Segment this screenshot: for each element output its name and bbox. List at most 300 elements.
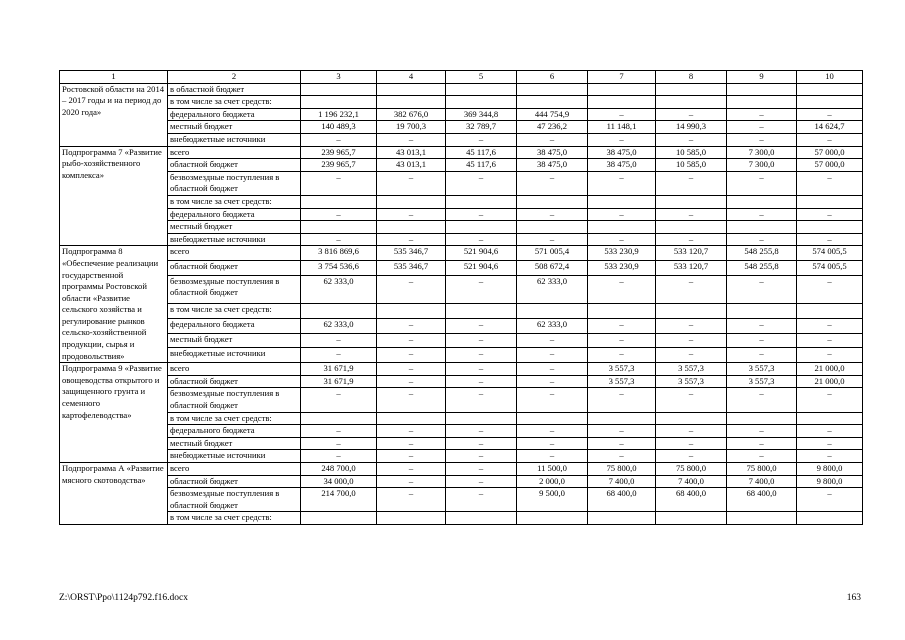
amount-cell: 57 000,0 (797, 146, 863, 159)
amount-cell: – (301, 133, 377, 146)
amount-cell: 548 255,8 (727, 261, 797, 276)
table-row (60, 412, 863, 425)
amount-cell: – (588, 133, 656, 146)
amount-cell (517, 512, 588, 525)
amount-cell: 10 585,0 (656, 159, 727, 172)
amount-cell: – (727, 348, 797, 363)
amount-cell: – (588, 437, 656, 450)
amount-cell: – (517, 348, 588, 363)
amount-cell (446, 304, 517, 319)
amount-cell (446, 221, 517, 234)
amount-cell (377, 221, 446, 234)
table-row (60, 159, 863, 172)
amount-cell: – (377, 333, 446, 348)
amount-cell: – (301, 425, 377, 438)
amount-cell: 62 333,0 (517, 318, 588, 333)
amount-cell: 7 400,0 (727, 475, 797, 488)
program-name-cell: Ростовской области на 2014 – 2017 годы и на период до 2020 года» (60, 83, 168, 146)
amount-cell (727, 195, 797, 208)
amount-cell: 3 557,3 (656, 375, 727, 388)
amount-cell: – (797, 318, 863, 333)
table-row (60, 375, 863, 388)
amount-cell: – (797, 208, 863, 221)
amount-cell: 62 333,0 (301, 318, 377, 333)
funding-source-cell: всего (168, 246, 301, 261)
amount-cell: – (446, 488, 517, 512)
amount-cell: – (727, 333, 797, 348)
amount-cell: – (517, 375, 588, 388)
amount-cell: 214 700,0 (301, 488, 377, 512)
amount-cell: – (517, 388, 588, 412)
funding-source-cell: внебюджетные источники (168, 450, 301, 463)
amount-cell (656, 221, 727, 234)
funding-source-cell: всего (168, 363, 301, 376)
amount-cell: 533 230,9 (588, 261, 656, 276)
table-row (60, 233, 863, 246)
amount-cell (588, 195, 656, 208)
amount-cell (446, 83, 517, 96)
program-name-cell: Подпрограмма 7 «Развитие рыбо-хозяйственного комплекса» (60, 146, 168, 246)
amount-cell: – (301, 348, 377, 363)
amount-cell (797, 221, 863, 234)
amount-cell (656, 96, 727, 109)
amount-cell (727, 304, 797, 319)
amount-cell: 68 400,0 (588, 488, 656, 512)
funding-source-cell: в том числе за счет средств: (168, 195, 301, 208)
amount-cell (446, 96, 517, 109)
amount-cell: 47 236,2 (517, 121, 588, 134)
table-row (60, 333, 863, 348)
table-row (60, 348, 863, 363)
amount-cell (517, 412, 588, 425)
amount-cell: – (797, 488, 863, 512)
column-number: 3 (301, 71, 377, 84)
table-row (60, 261, 863, 276)
amount-cell: – (797, 348, 863, 363)
budget-table (59, 70, 863, 525)
amount-cell: – (588, 333, 656, 348)
amount-cell: 444 754,9 (517, 108, 588, 121)
table-row (60, 450, 863, 463)
column-number: 7 (588, 71, 656, 84)
amount-cell: – (517, 333, 588, 348)
amount-cell: 43 013,1 (377, 159, 446, 172)
amount-cell: – (377, 375, 446, 388)
amount-cell (377, 512, 446, 525)
amount-cell: – (588, 233, 656, 246)
column-number: 5 (446, 71, 517, 84)
amount-cell: – (656, 208, 727, 221)
amount-cell: – (656, 275, 727, 303)
amount-cell: 11 148,1 (588, 121, 656, 134)
amount-cell: 7 400,0 (656, 475, 727, 488)
amount-cell (656, 512, 727, 525)
amount-cell: – (588, 318, 656, 333)
amount-cell: 521 904,6 (446, 261, 517, 276)
amount-cell: – (446, 233, 517, 246)
funding-source-cell: внебюджетные источники (168, 348, 301, 363)
amount-cell: 571 005,4 (517, 246, 588, 261)
table-row (60, 304, 863, 319)
amount-cell: – (301, 450, 377, 463)
amount-cell: – (656, 171, 727, 195)
amount-cell: – (377, 233, 446, 246)
amount-cell (517, 96, 588, 109)
amount-cell: – (517, 450, 588, 463)
funding-source-cell: всего (168, 463, 301, 476)
amount-cell: – (727, 425, 797, 438)
amount-cell: – (377, 488, 446, 512)
amount-cell: – (377, 388, 446, 412)
amount-cell (797, 96, 863, 109)
amount-cell (797, 304, 863, 319)
amount-cell: 62 333,0 (301, 275, 377, 303)
amount-cell (727, 221, 797, 234)
table-row (60, 318, 863, 333)
table-row (60, 512, 863, 525)
amount-cell: – (377, 463, 446, 476)
amount-cell: 140 489,3 (301, 121, 377, 134)
amount-cell: – (727, 133, 797, 146)
amount-cell: – (797, 108, 863, 121)
amount-cell: – (301, 388, 377, 412)
amount-cell: – (656, 108, 727, 121)
amount-cell: – (446, 133, 517, 146)
amount-cell: – (446, 171, 517, 195)
amount-cell: – (797, 388, 863, 412)
table-row (60, 463, 863, 476)
amount-cell: – (588, 108, 656, 121)
table-row (60, 133, 863, 146)
column-number: 10 (797, 71, 863, 84)
amount-cell: – (517, 425, 588, 438)
table-row (60, 96, 863, 109)
amount-cell: – (588, 425, 656, 438)
amount-cell: – (446, 208, 517, 221)
amount-cell: 57 000,0 (797, 159, 863, 172)
amount-cell: – (377, 475, 446, 488)
amount-cell: – (446, 375, 517, 388)
amount-cell (797, 512, 863, 525)
amount-cell: – (797, 275, 863, 303)
amount-cell: 45 117,6 (446, 159, 517, 172)
column-number: 8 (656, 71, 727, 84)
amount-cell: 38 475,0 (588, 159, 656, 172)
amount-cell (517, 195, 588, 208)
table-row (60, 146, 863, 159)
amount-cell: – (517, 437, 588, 450)
funding-source-cell: федерального бюджета (168, 208, 301, 221)
amount-cell (797, 412, 863, 425)
funding-source-cell: федерального бюджета (168, 425, 301, 438)
amount-cell: 535 346,7 (377, 261, 446, 276)
amount-cell (517, 83, 588, 96)
funding-source-cell: в том числе за счет средств: (168, 512, 301, 525)
amount-cell: – (446, 388, 517, 412)
amount-cell: 3 557,3 (588, 375, 656, 388)
amount-cell (301, 96, 377, 109)
amount-cell: 239 965,7 (301, 146, 377, 159)
funding-source-cell: местный бюджет (168, 437, 301, 450)
amount-cell (656, 195, 727, 208)
amount-cell: 7 300,0 (727, 146, 797, 159)
amount-cell (377, 96, 446, 109)
amount-cell (301, 412, 377, 425)
amount-cell: 10 585,0 (656, 146, 727, 159)
table-header-row (60, 71, 863, 84)
column-number: 4 (377, 71, 446, 84)
amount-cell: – (301, 208, 377, 221)
program-name-cell: Подпрограмма А «Развитие мясного скотоводства» (60, 463, 168, 525)
amount-cell: 9 500,0 (517, 488, 588, 512)
table-row (60, 108, 863, 121)
amount-cell: 11 500,0 (517, 463, 588, 476)
amount-cell (377, 195, 446, 208)
amount-cell: – (727, 388, 797, 412)
funding-source-cell: областной бюджет (168, 261, 301, 276)
amount-cell: – (377, 208, 446, 221)
amount-cell (377, 83, 446, 96)
amount-cell (446, 412, 517, 425)
amount-cell: 533 230,9 (588, 246, 656, 261)
funding-source-cell: местный бюджет (168, 221, 301, 234)
funding-source-cell: безвозмездные поступления в областной бюджет (168, 171, 301, 195)
amount-cell: 19 700,3 (377, 121, 446, 134)
amount-cell: – (446, 450, 517, 463)
table-row (60, 208, 863, 221)
amount-cell: 3 557,3 (727, 363, 797, 376)
amount-cell: 9 800,0 (797, 475, 863, 488)
program-name-cell: Подпрограмма 9 «Развитие овощеводства открытого и защищенного грунта и семенного картофелеводства» (60, 363, 168, 463)
amount-cell: 68 400,0 (727, 488, 797, 512)
amount-cell: – (377, 275, 446, 303)
amount-cell: – (377, 348, 446, 363)
amount-cell: 68 400,0 (656, 488, 727, 512)
amount-cell: 38 475,0 (517, 146, 588, 159)
table-row (60, 388, 863, 412)
amount-cell: – (377, 133, 446, 146)
table-row (60, 246, 863, 261)
amount-cell: 75 800,0 (588, 463, 656, 476)
amount-cell: 548 255,8 (727, 246, 797, 261)
amount-cell: – (797, 133, 863, 146)
amount-cell: – (301, 333, 377, 348)
amount-cell: 9 800,0 (797, 463, 863, 476)
amount-cell (301, 83, 377, 96)
amount-cell (588, 83, 656, 96)
column-number: 1 (60, 71, 168, 84)
funding-source-cell: в том числе за счет средств: (168, 96, 301, 109)
funding-source-cell: местный бюджет (168, 333, 301, 348)
amount-cell (797, 83, 863, 96)
amount-cell: – (656, 450, 727, 463)
amount-cell (301, 221, 377, 234)
amount-cell (301, 512, 377, 525)
amount-cell (588, 304, 656, 319)
table-row (60, 195, 863, 208)
amount-cell: – (301, 233, 377, 246)
amount-cell: 533 120,7 (656, 261, 727, 276)
funding-source-cell: федерального бюджета (168, 108, 301, 121)
amount-cell: – (797, 333, 863, 348)
amount-cell: 369 344,8 (446, 108, 517, 121)
amount-cell: – (656, 133, 727, 146)
amount-cell: – (517, 133, 588, 146)
table-row (60, 83, 863, 96)
amount-cell (588, 96, 656, 109)
table-row (60, 121, 863, 134)
amount-cell: – (301, 437, 377, 450)
amount-cell: – (656, 233, 727, 246)
program-name-cell: Подпрограмма 8 «Обеспечение реализации государственной программы Ростовской области «Развитие сельского хозяйства и регулирование рынков сельско-хозяйственной продукции, сырья и продовольствия» (60, 246, 168, 363)
amount-cell: – (446, 425, 517, 438)
amount-cell: – (446, 275, 517, 303)
table-row (60, 425, 863, 438)
funding-source-cell: в том числе за счет средств: (168, 412, 301, 425)
amount-cell: – (517, 171, 588, 195)
amount-cell: – (588, 450, 656, 463)
amount-cell: – (727, 437, 797, 450)
amount-cell (377, 412, 446, 425)
amount-cell: – (797, 450, 863, 463)
amount-cell: 38 475,0 (588, 146, 656, 159)
table-row (60, 437, 863, 450)
page-number: 163 (846, 593, 861, 603)
amount-cell: – (656, 388, 727, 412)
amount-cell: 7 300,0 (727, 159, 797, 172)
funding-source-cell: областной бюджет (168, 159, 301, 172)
funding-source-cell: безвозмездные поступления в областной бюджет (168, 488, 301, 512)
amount-cell: 45 117,6 (446, 146, 517, 159)
amount-cell: 3 557,3 (727, 375, 797, 388)
table-row (60, 475, 863, 488)
amount-cell: 3 557,3 (588, 363, 656, 376)
amount-cell: 34 000,0 (301, 475, 377, 488)
amount-cell: 31 671,9 (301, 363, 377, 376)
amount-cell (301, 304, 377, 319)
amount-cell: 3 754 536,6 (301, 261, 377, 276)
amount-cell: – (588, 208, 656, 221)
amount-cell: – (656, 425, 727, 438)
amount-cell: 239 965,7 (301, 159, 377, 172)
table-row (60, 488, 863, 512)
column-number: 2 (168, 71, 301, 84)
amount-cell: – (588, 275, 656, 303)
amount-cell (446, 512, 517, 525)
amount-cell (727, 83, 797, 96)
amount-cell: – (727, 275, 797, 303)
amount-cell: – (656, 437, 727, 450)
amount-cell (656, 304, 727, 319)
amount-cell (588, 412, 656, 425)
amount-cell: – (377, 437, 446, 450)
amount-cell: 32 789,7 (446, 121, 517, 134)
amount-cell: 21 000,0 (797, 363, 863, 376)
funding-source-cell: областной бюджет (168, 375, 301, 388)
amount-cell: 574 005,5 (797, 261, 863, 276)
funding-source-cell: внебюджетные источники (168, 133, 301, 146)
amount-cell (727, 96, 797, 109)
amount-cell: – (727, 318, 797, 333)
funding-source-cell: всего (168, 146, 301, 159)
amount-cell: – (517, 208, 588, 221)
amount-cell (588, 512, 656, 525)
amount-cell: 31 671,9 (301, 375, 377, 388)
amount-cell: – (727, 171, 797, 195)
amount-cell: – (446, 363, 517, 376)
column-number: 9 (727, 71, 797, 84)
amount-cell: 533 120,7 (656, 246, 727, 261)
amount-cell: 62 333,0 (517, 275, 588, 303)
amount-cell: 382 676,0 (377, 108, 446, 121)
amount-cell: 248 700,0 (301, 463, 377, 476)
table-row (60, 275, 863, 303)
amount-cell: 7 400,0 (588, 475, 656, 488)
amount-cell: 14 624,7 (797, 121, 863, 134)
amount-cell: 38 475,0 (517, 159, 588, 172)
amount-cell: 1 196 232,1 (301, 108, 377, 121)
amount-cell: – (446, 463, 517, 476)
amount-cell: – (377, 318, 446, 333)
funding-source-cell: безвозмездные поступления в областной бюджет (168, 275, 301, 303)
amount-cell: – (797, 425, 863, 438)
amount-cell (446, 195, 517, 208)
amount-cell: 3 816 869,6 (301, 246, 377, 261)
funding-source-cell: в том числе за счет средств: (168, 304, 301, 319)
funding-source-cell: федерального бюджета (168, 318, 301, 333)
amount-cell (727, 412, 797, 425)
amount-cell: – (301, 171, 377, 195)
amount-cell: 521 904,6 (446, 246, 517, 261)
funding-source-cell: внебюджетные источники (168, 233, 301, 246)
amount-cell: – (588, 171, 656, 195)
amount-cell (517, 221, 588, 234)
amount-cell: – (727, 450, 797, 463)
amount-cell: 75 800,0 (727, 463, 797, 476)
funding-source-cell: областной бюджет (168, 475, 301, 488)
amount-cell: – (797, 171, 863, 195)
column-number: 6 (517, 71, 588, 84)
amount-cell: – (446, 475, 517, 488)
funding-source-cell: местный бюджет (168, 121, 301, 134)
amount-cell (301, 195, 377, 208)
amount-cell: – (727, 233, 797, 246)
amount-cell: – (377, 171, 446, 195)
amount-cell: – (727, 121, 797, 134)
amount-cell: – (446, 348, 517, 363)
amount-cell: – (797, 233, 863, 246)
document-file-path: Z:\ORST\Ppo\1124p792.f16.docx (59, 593, 188, 603)
amount-cell: – (517, 363, 588, 376)
amount-cell: – (588, 348, 656, 363)
amount-cell: 574 005,5 (797, 246, 863, 261)
amount-cell: – (446, 318, 517, 333)
amount-cell (377, 304, 446, 319)
amount-cell (727, 512, 797, 525)
amount-cell (588, 221, 656, 234)
amount-cell: – (797, 437, 863, 450)
amount-cell: – (446, 437, 517, 450)
table-row (60, 171, 863, 195)
amount-cell: 75 800,0 (656, 463, 727, 476)
amount-cell: 43 013,1 (377, 146, 446, 159)
amount-cell: 3 557,3 (656, 363, 727, 376)
amount-cell: 535 346,7 (377, 246, 446, 261)
table-row (60, 221, 863, 234)
amount-cell: – (446, 333, 517, 348)
amount-cell: – (727, 208, 797, 221)
amount-cell: 21 000,0 (797, 375, 863, 388)
